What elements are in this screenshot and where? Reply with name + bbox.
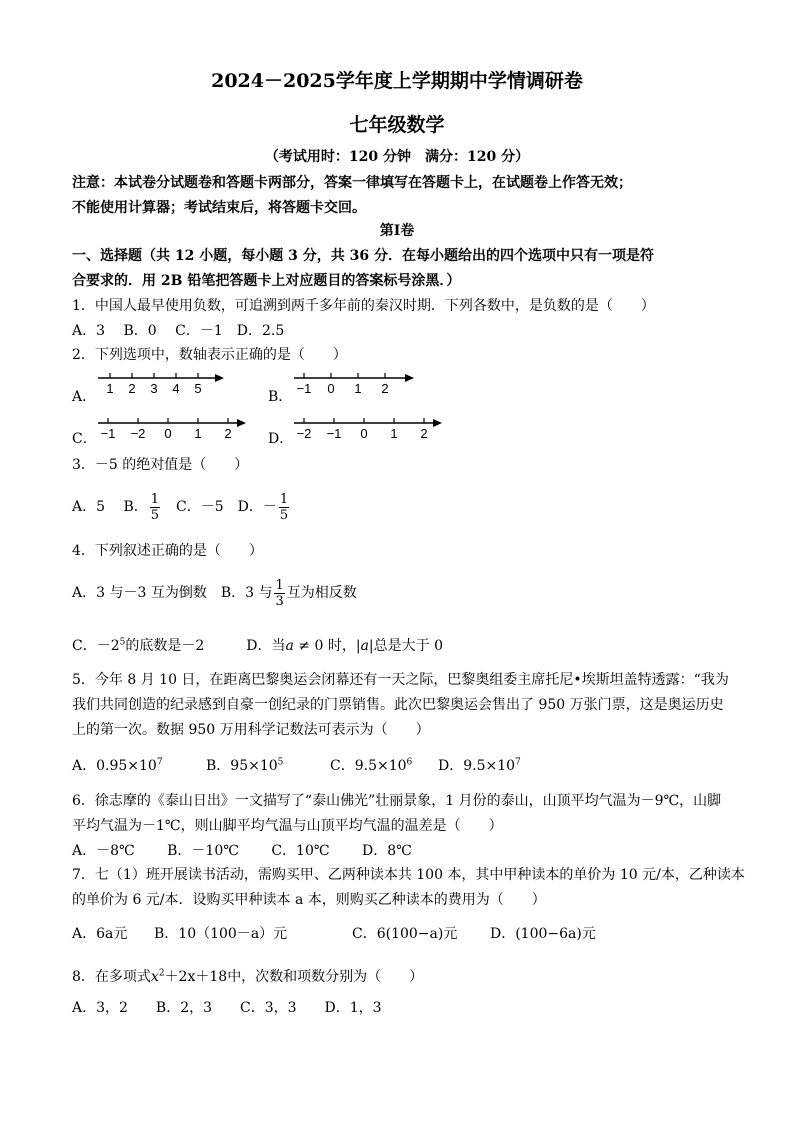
variable: x xyxy=(150,969,159,985)
axis-tick-label: 2 xyxy=(128,381,136,396)
q4-option-c: C．－2 xyxy=(72,638,120,654)
axis-tick-label: 0 xyxy=(164,426,172,441)
instruction-line-2: 合要求的．用 2B 铅笔把答题卡上对应题目的答案标号涂黑．） xyxy=(72,273,461,289)
q5-option-d xyxy=(438,757,521,775)
q4-options-ab xyxy=(72,575,357,611)
q8-stem xyxy=(72,968,423,986)
exam-subtitle: 七年级数学 xyxy=(349,114,445,136)
q3-options-cd: C．－5 D．－ xyxy=(162,499,277,515)
q8-stem-post: 中，次数和项数分别为（ ） xyxy=(227,969,424,985)
exam-info: （考试用时：120 分钟 满分：120 分） xyxy=(264,149,530,165)
axis-tick-label: 0 xyxy=(360,426,368,441)
exam-title: 2024－2025学年度上学期期中学情调研卷 xyxy=(211,70,583,92)
q5-option-a xyxy=(72,757,163,775)
q4-options-cd xyxy=(72,637,443,655)
axis-tick-label: −1 xyxy=(326,426,342,441)
q5-line-1: 5．今年 8 月 10 日，在距离巴黎奥运会闭幕还有一天之际，巴黎奥组委主席托尼•埃斯坦盖特透露：“我为 xyxy=(72,672,729,688)
q3-stem: 3．－5 的绝对值是（ ） xyxy=(72,457,249,473)
q4-option-d-tail: 总是大于 0 xyxy=(373,638,443,654)
axis-tick-label: 1 xyxy=(390,426,398,441)
exponent: 7 xyxy=(156,757,163,768)
axis-tick-label: −2 xyxy=(296,426,312,441)
axis-arrow xyxy=(433,419,442,427)
exponent: 6 xyxy=(406,757,413,768)
q7-option-c: C．6(100−a)元 xyxy=(352,926,458,942)
axis-tick-label: 1 xyxy=(194,426,202,441)
option-text: C．9.5×10 xyxy=(330,758,407,774)
variable: a xyxy=(285,638,294,654)
instruction-line-1: 一、选择题（共 12 小题，每小题 3 分，共 36 分．在每小题给出的四个选项中只有一项是符 xyxy=(72,248,654,264)
q8-stem-pre: 8．在多项式 xyxy=(72,969,151,985)
axis-tick-label: 2 xyxy=(381,381,389,396)
q4-option-b-tail: 互为相反数 xyxy=(286,585,357,601)
q6-line-1: 6．徐志摩的《泰山日出》一文描写了“泰山佛光”壮丽景象，1 月份的泰山，山顶平均气温为－9℃，山脚 xyxy=(72,793,722,809)
fraction-denominator: 5 xyxy=(279,507,289,523)
option-text: B．95×10 xyxy=(206,758,278,774)
fraction-numerator: 1 xyxy=(275,577,284,593)
q3-options-ab: A．5 B． xyxy=(72,499,148,515)
q7-option-d: D．(100−6a)元 xyxy=(490,926,596,942)
q5-line-3: 上的第一次。数据 950 万用科学记数法可表示为（ ） xyxy=(72,722,430,738)
q1-stem: 1．中国人最早使用负数，可追溯到两千多年前的秦汉时期．下列各数中，是负数的是（ ） xyxy=(72,298,655,314)
q2-stem: 2．下列选项中，数轴表示正确的是（ ） xyxy=(72,347,347,363)
axis-arrow xyxy=(405,374,414,382)
fraction-numerator: 1 xyxy=(150,491,160,507)
axis-tick-label: 1 xyxy=(354,381,362,396)
q6-line-2: 平均气温为－1℃，则山脚平均气温与山顶平均气温的温差是（ ） xyxy=(72,818,503,834)
notice-line-1: 注意：本试卷分试题卷和答题卡两部分，答案一律填写在答题卡上，在试题卷上作答无效； xyxy=(72,175,632,191)
q3-options xyxy=(72,489,291,525)
option-text: D．9.5×10 xyxy=(438,758,516,774)
notice-line-2: 不能使用计算器；考试结束后，将答题卡交回。 xyxy=(72,200,366,216)
exponent: 2 xyxy=(158,968,165,979)
absolute-value: |a| xyxy=(355,638,374,654)
q6-options: A．－8℃ B．－10℃ C．10℃ D．8℃ xyxy=(72,843,412,859)
q3-fraction-b xyxy=(150,492,160,523)
q7-option-a: A．6a元 xyxy=(72,926,128,942)
exponent: 5 xyxy=(277,757,284,768)
axis-tick-label: 5 xyxy=(194,381,202,396)
axis-tick-label: 3 xyxy=(150,381,158,396)
fraction-denominator: 3 xyxy=(275,593,284,609)
q4-stem: 4．下列叙述正确的是（ ） xyxy=(72,543,263,559)
q4-fraction xyxy=(274,578,284,609)
axis-tick-label: 1 xyxy=(106,381,114,396)
q7-line-1: 7．七（1）班开展读书活动，需购买甲、乙两种读本共 100 本，其中甲种读本的单价为 10 元/本，乙种读本 xyxy=(72,867,745,883)
section-heading: 第Ⅰ卷 xyxy=(379,223,415,239)
q2-label-b: B． xyxy=(268,389,293,405)
axis-tick-label: 4 xyxy=(172,381,180,396)
axis-tick-label: 0 xyxy=(327,381,335,396)
q2-label-d: D． xyxy=(268,431,294,447)
exponent: 7 xyxy=(515,757,521,768)
number-line-c xyxy=(96,413,252,447)
fraction-denominator: 5 xyxy=(150,507,160,523)
option-text: A．0.95×10 xyxy=(72,758,157,774)
fraction-numerator: 1 xyxy=(279,491,289,507)
q4-option-c-tail: 的底数是－2 D．当 xyxy=(125,638,286,654)
number-line-b xyxy=(292,370,422,404)
q2-label-a: A． xyxy=(72,389,97,405)
axis-arrow xyxy=(215,374,224,382)
q5-option-c xyxy=(330,757,412,775)
q8-polynomial-rest: ＋2x＋18 xyxy=(164,969,228,985)
axis-tick-label: 2 xyxy=(420,426,428,441)
q8-options: A．3，2 B．2，3 C．3，3 D．1，3 xyxy=(72,1000,382,1016)
axis-arrow xyxy=(237,419,246,427)
axis-tick-label: −1 xyxy=(100,426,116,441)
axis-tick-label: −1 xyxy=(296,381,312,396)
number-line-a xyxy=(96,370,226,404)
q5-option-b xyxy=(206,757,283,775)
exponent: 5 xyxy=(119,637,126,648)
q7-line-2: 的单价为 6 元/本．设购买甲种读本 a 本，则购买乙种读本的费用为（ ） xyxy=(72,892,546,908)
q5-line-2: 我们共同创造的纪录感到自豪一创纪录的门票销售。此次巴黎奥运会售出了 950 万张门票，这是奥运历史 xyxy=(72,697,724,713)
q2-label-c: C． xyxy=(72,431,97,447)
q4-option-d-mid: ≠ 0 时， xyxy=(293,638,356,654)
q4-option-a: A．3 与－3 互为倒数 B．3 与 xyxy=(72,585,273,601)
q1-options: A．3 B．0 C．－1 D．2.5 xyxy=(72,323,285,339)
axis-tick-label: 2 xyxy=(224,426,232,441)
axis-tick-label: −2 xyxy=(130,426,146,441)
number-line-d xyxy=(292,413,448,447)
q7-option-b: B．10（100－a）元 xyxy=(154,926,288,942)
q3-fraction-d xyxy=(279,492,289,523)
